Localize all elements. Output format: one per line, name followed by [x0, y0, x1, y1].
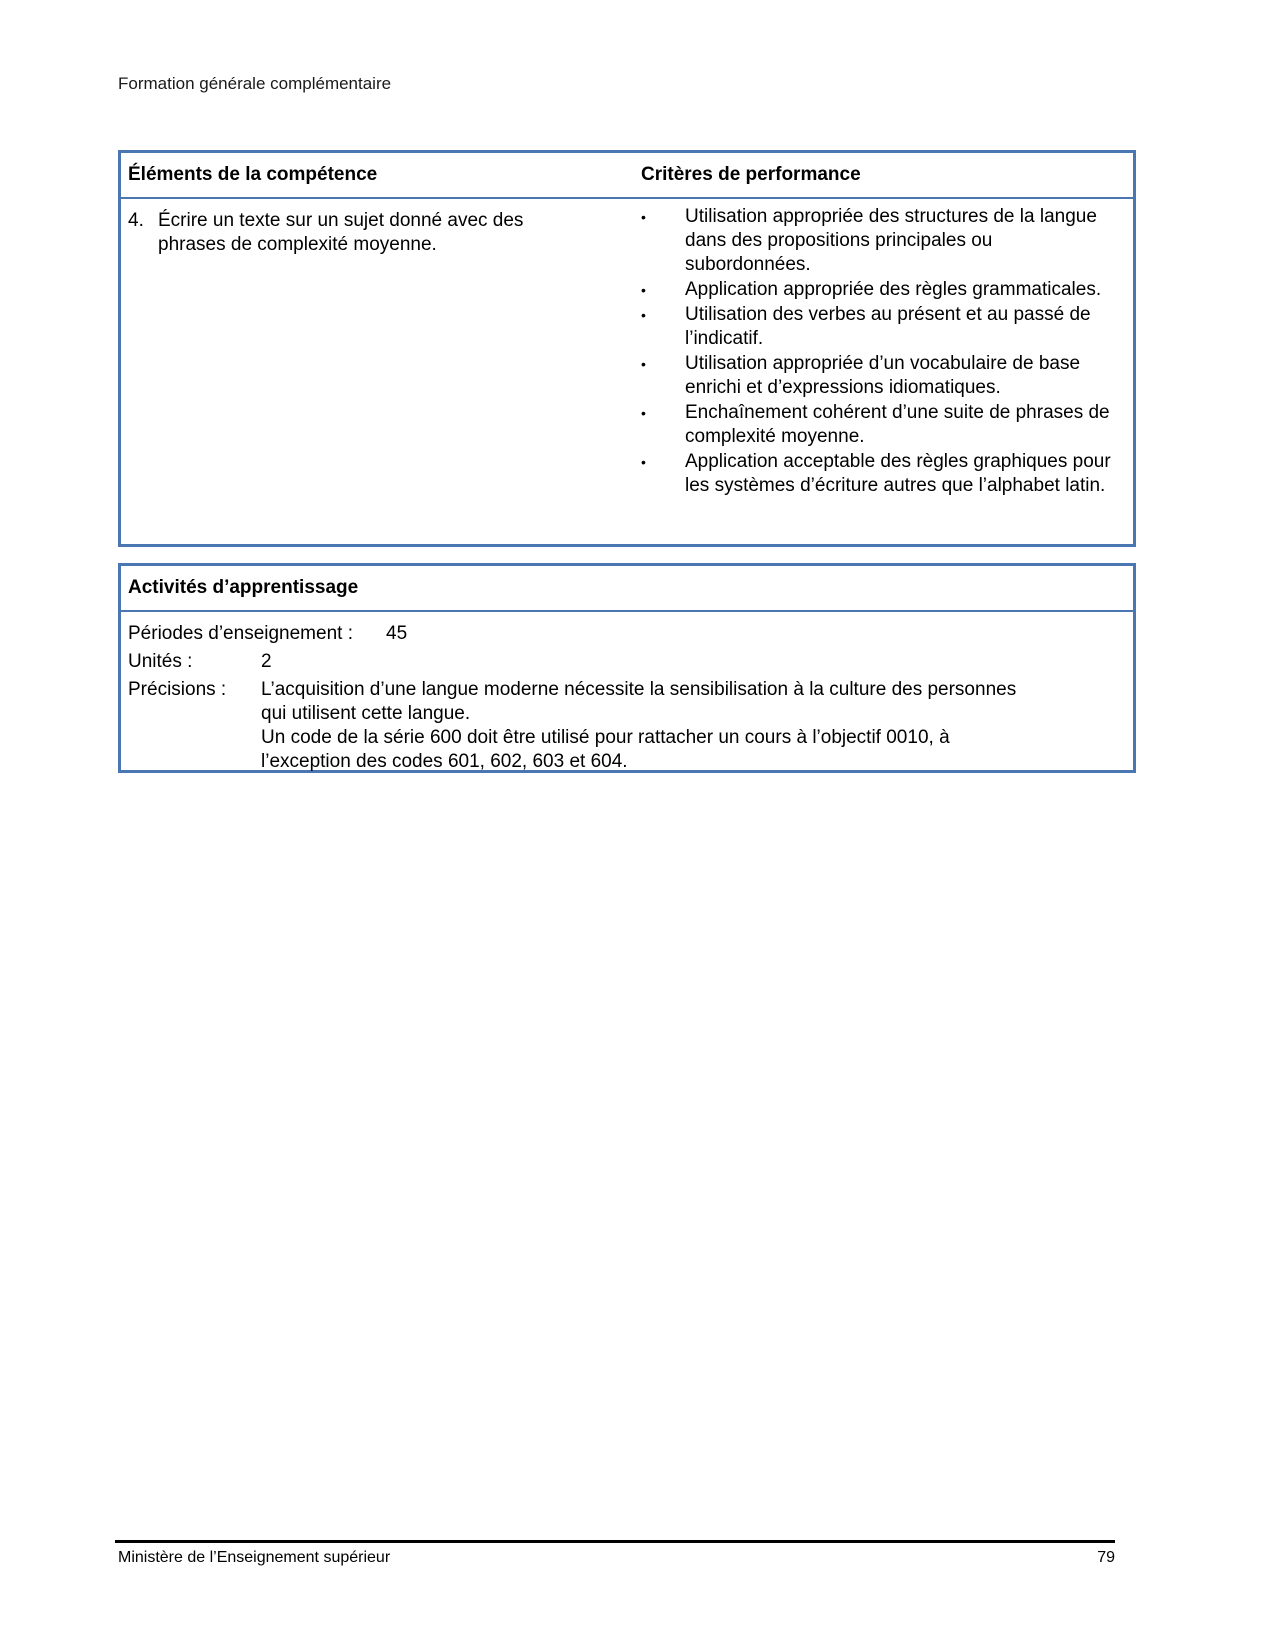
- competence-table-header: [121, 153, 1133, 199]
- bullet-icon: •: [641, 405, 646, 421]
- activites-table-header: [121, 566, 1133, 612]
- precisions-label: Précisions :: [128, 679, 227, 700]
- critere-item: [641, 352, 1121, 400]
- precisions-row: [128, 678, 1128, 774]
- critere-item: [641, 303, 1121, 351]
- critere-text: Application appropriée des règles grammaticales.: [685, 279, 1102, 300]
- periodes-label: Périodes d’enseignement :: [128, 623, 353, 644]
- bullet-icon: •: [641, 282, 646, 298]
- bullet-icon: •: [641, 307, 646, 323]
- critere-item: [641, 205, 1121, 277]
- precisions-text: [261, 678, 1021, 774]
- unites-label: Unités :: [128, 651, 193, 672]
- bullet-icon: •: [641, 454, 646, 470]
- running-title: Formation générale complémentaire: [118, 74, 392, 93]
- bullet-icon: •: [641, 209, 646, 225]
- precision-paragraph: L’acquisition d’une langue moderne nécessite la sensibilisation à la culture des personnes qui utilisent cette langue.: [261, 679, 1017, 724]
- activites-body: [128, 622, 1128, 778]
- unites-row: [128, 650, 1128, 674]
- element-text: Écrire un texte sur un sujet donné avec des phrases de complexité moyenne.: [158, 210, 524, 255]
- critere-item: [641, 278, 1121, 302]
- critere-item: [641, 401, 1121, 449]
- critere-item: [641, 450, 1121, 498]
- bullet-icon: •: [641, 356, 646, 372]
- competence-table: [118, 150, 1136, 547]
- elements-heading: Éléments de la compétence: [128, 164, 378, 185]
- element-number: 4.: [128, 210, 144, 231]
- precision-paragraph: Un code de la série 600 doit être utilisé pour rattacher un cours à l’objectif 0010, à l’exception des codes 601, 602, 603 et 604.: [261, 727, 950, 772]
- footer-rule: [115, 1540, 1115, 1543]
- element-item: [128, 209, 558, 257]
- footer-ministry: Ministère de l’Enseignement supérieur: [118, 1549, 391, 1566]
- critere-text: Utilisation appropriée des structures de la langue dans des propositions principales ou subordonnées.: [685, 206, 1097, 275]
- criteres-column: [641, 205, 1121, 499]
- elements-column: [128, 209, 558, 257]
- unites-value: 2: [261, 651, 272, 672]
- periodes-value: 45: [386, 623, 408, 644]
- activites-heading: Activités d’apprentissage: [128, 577, 359, 598]
- periodes-row: [128, 622, 1128, 646]
- criteres-heading: Critères de performance: [641, 164, 861, 185]
- activites-table: [118, 563, 1136, 773]
- critere-text: Enchaînement cohérent d’une suite de phrases de complexité moyenne.: [685, 402, 1110, 447]
- critere-text: Application acceptable des règles graphiques pour les systèmes d’écriture autres que l’alphabet latin.: [685, 451, 1111, 496]
- critere-text: Utilisation appropriée d’un vocabulaire de base enrichi et d’expressions idiomatiques.: [685, 353, 1081, 398]
- critere-text: Utilisation des verbes au présent et au passé de l’indicatif.: [685, 304, 1091, 349]
- page-number: 79: [1097, 1549, 1115, 1566]
